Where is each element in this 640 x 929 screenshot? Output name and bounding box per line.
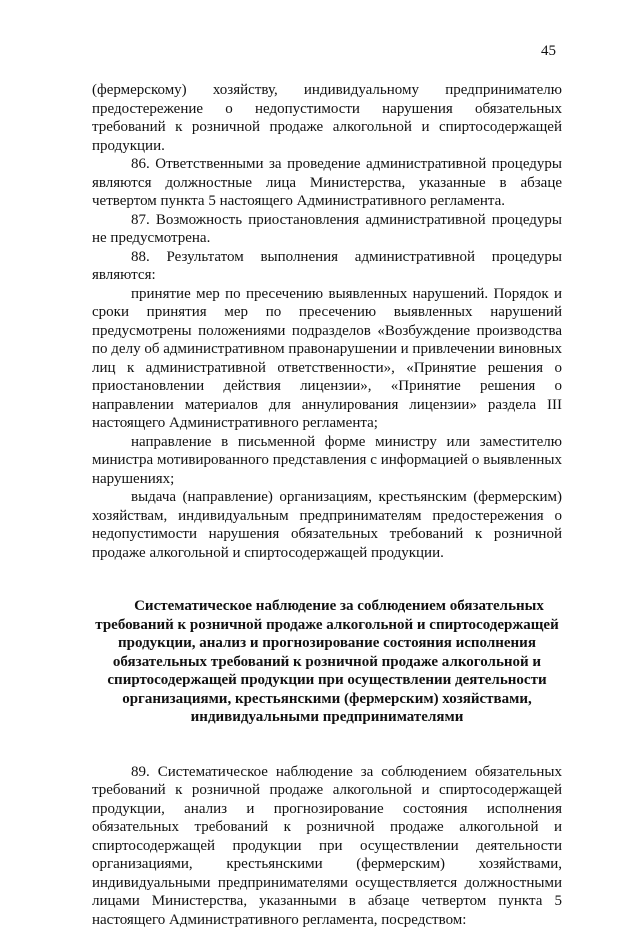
section-heading-line: организациями, крестьянскими (фермерским) хозяйствами, [92,690,562,709]
paragraph-88-item-measures: принятие мер по пресечению выявленных нарушений. Порядок и сроки принятия мер по пресечению выявленных нарушений предусмотрены положениями подразделов «Возбуждение производства по делу об административном правонарушении и привлечении виновных лиц к административной ответственности», «Принятие решения о приостановлении действия лицензии», «Принятие решения о направлении материалов для аннулирования лицензии» раздела III настоящего Административного регламента; [92,285,562,433]
paragraph-88-item-warning: выдача (направление) организациям, крестьянским (фермерским) хозяйствам, индивидуальным предпринимателям предостережения о недопустимости нарушения обязательных требований к розничной продаже алкогольной и спиртосодержащей продукции. [92,488,562,562]
paragraph-continuation: (фермерскому) хозяйству, индивидуальному предпринимателю предостережение о недопустимости нарушения обязательных требований к розничной продаже алкогольной и спиртосодержащей продукции. [92,81,562,155]
section-heading-line: продукции, анализ и прогнозирование состояния исполнения [92,634,562,653]
section-heading-line: индивидуальными предпринимателями [92,708,562,727]
section-heading-line: спиртосодержащей продукции при осуществлении деятельности [92,671,562,690]
paragraph-86: 86. Ответственными за проведение административной процедуры являются должностные лица Министерства, указанные в абзаце четвертом пункта 5 настоящего Административного регламента. [92,155,562,211]
section-heading [92,597,562,727]
section-heading-line: Систематическое наблюдение за соблюдением обязательных [92,597,562,616]
paragraph-88-item-submission: направление в письменной форме министру или заместителю министра мотивированного представления с информацией о выявленных нарушениях; [92,433,562,489]
paragraph-89: 89. Систематическое наблюдение за соблюдением обязательных требований к розничной продаже алкогольной и спиртосодержащей продукции, анализ и прогнозирование состояния исполнения обязательных требований к розничной продаже алкогольной и спиртосодержащей продукции при осуществлении деятельности организациями, крестьянскими (фермерским) хозяйствами, индивидуальными предпринимателями осуществляется должностными лицами Министерства, указанными в абзаце четвертом пункта 5 настоящего Административного регламента, посредством: [92,763,562,929]
document-body [92,81,562,929]
section-heading-line: требований к розничной продаже алкогольной и спиртосодержащей [92,616,562,635]
paragraph-87: 87. Возможность приостановления административной процедуры не предусмотрена. [92,211,562,248]
paragraph-88: 88. Результатом выполнения административной процедуры являются: [92,248,562,285]
page-number: 45 [541,42,556,61]
section-heading-line: обязательных требований к розничной продаже алкогольной и [92,653,562,672]
